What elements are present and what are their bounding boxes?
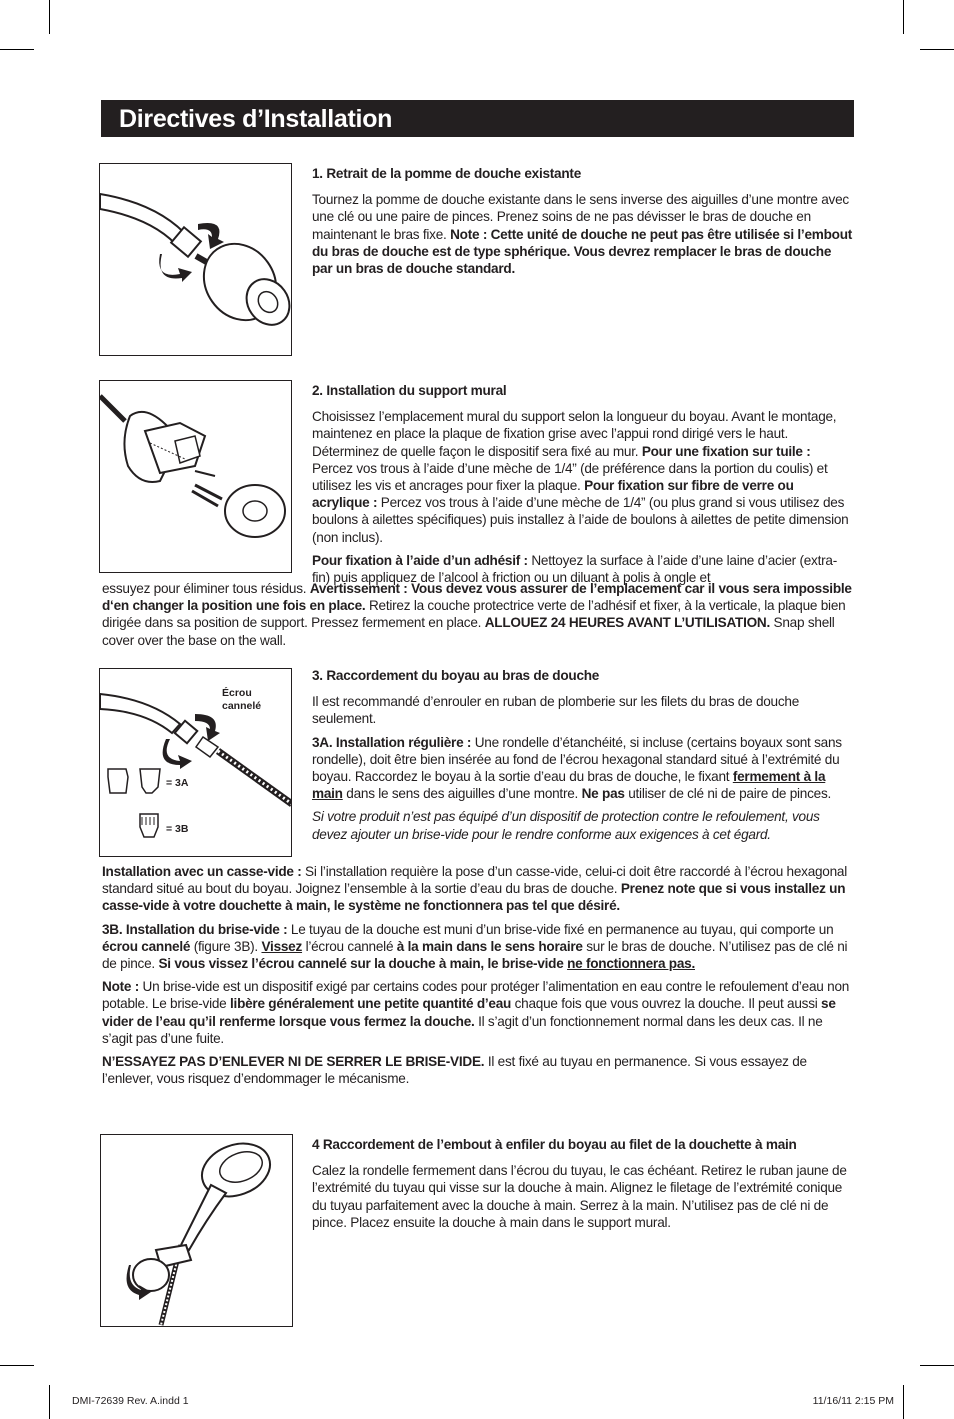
regular-install-bold: 3A. Installation régulière : [312, 734, 475, 750]
crop-mark [0, 49, 34, 50]
fiberglass-bold: Pour fixation sur fibre de verre ou acrylique : [312, 478, 794, 511]
allow-24h-bold: ALLOUEZ 24 HEURES AVANT L’UTILISATION. [484, 615, 771, 631]
step1-heading: 1. Retrait de la pomme de douche existante [312, 166, 582, 181]
text: Tournez la pomme de douche existante dans le sens inverse des aiguilles d’une montre avec une clé ou une paire de pinces. Prenez soins de ne pas dévisser le bras de douche en maintenant le bras fixe. [312, 192, 849, 242]
figure-remove-showerhead [99, 163, 292, 356]
label-fluted-nut: Écrou cannelé [222, 687, 262, 712]
crop-mark [920, 1365, 954, 1366]
text: Nettoyez la surface à l’aide d’une laine d’acier (extra-fin) puis appliquez de l’alcool à friction ou un diluant à polis à ongle et [312, 552, 837, 586]
text: essuyez pour éliminer tous résidus. [102, 581, 310, 596]
step4-paragraph: Calez la rondelle fermement dans l’écrou du tuyau, le cas échéant. Retirez le ruban jaune de l’extrémité du tuyau qui visse sur la douche à main. Alignez le filetage de l’extrémité conique du tuyau parfaitement avec la douche à main. Serrez à la main. N’utilisez pas de clé ni de pince. Placez ensuite la douche à main dans le support mural. [312, 1163, 847, 1230]
step2-paragraph-cont [102, 580, 854, 649]
hand-shower-illustration [101, 1135, 293, 1327]
step3a-paragraph [312, 734, 854, 803]
text: Percez vos trous à l’aide d’une mèche de 1/4” (de préférence dans la portion du coulis) et utilisez les vis et ancrages pour fixer la plaque. [312, 460, 828, 494]
text: Il est fixé au tuyau en permanence. Si vous essayez de l’enlever, vous risquez d’endommager le mécanisme. [102, 1054, 807, 1087]
figure-hose-connection [99, 668, 292, 857]
label-3b: = 3B [166, 823, 189, 835]
text: dans le sens des aiguilles d’une montre. [342, 786, 582, 802]
crop-mark [903, 0, 904, 34]
step1-text [312, 165, 854, 283]
crop-mark [903, 1385, 904, 1419]
text: Choisissez l’emplacement mural du support selon la longueur du boyau. Avant le montage, maintenez en place la plaque de fixation grise avec l’appui rond dirigé vers le haut. Déterminez de quelle façon le dispositif sera fixé au mur. [312, 409, 837, 459]
figure-wall-bracket [99, 380, 292, 573]
step2-text [312, 382, 854, 592]
text: (figure 3B). [190, 938, 262, 954]
crop-mark [0, 1365, 34, 1366]
bold: à la main dans le sens horaire [396, 938, 583, 954]
warning-bold: Avertissement : Vous devez vous assurer de l’emplacement car il vous sera impossible d‘en changer la position une fois en place. [102, 581, 852, 614]
tile-bold: Pour une fixation sur tuile : [641, 443, 811, 459]
section-header-bar [101, 100, 854, 137]
figure-hand-shower [100, 1134, 293, 1327]
step3-heading: 3. Raccordement du boyau au bras de douche [312, 668, 600, 683]
bold: Installation avec un casse-vide : [102, 864, 306, 879]
vacuum-breaker-section [102, 863, 854, 1093]
text: sur le bras de douche. N’utilisez pas de clé ni de pince. [102, 938, 848, 972]
page-title: Directives d’Installation [119, 105, 393, 133]
bold-underline: Vissez [261, 938, 303, 954]
step3-intro: Il est recommandé d’enrouler en ruban de plomberie sur les filets du bras de douche seulement. [312, 694, 800, 727]
vacuum-3b-paragraph [102, 921, 854, 973]
do-not-bold: Ne pas [581, 786, 625, 802]
adhesive-bold: Pour fixation à l’aide d’un adhésif : [312, 552, 532, 568]
step2-continued [102, 580, 854, 655]
bold: Note : [102, 979, 143, 995]
text: utiliser de clé ni de paire de pinces. [624, 786, 832, 802]
bold-underline: ne fonctionnera pas. [567, 956, 695, 972]
crop-mark [920, 49, 954, 50]
label-3a: = 3A [166, 777, 189, 789]
note-bold: Note : Cette unité de douche ne peut pas être utilisée si l’embout du bras de douche est de type sphérique. Vous devrez remplacer le bras de douche par un bras de douche standard. [312, 226, 853, 277]
crop-mark [49, 1385, 50, 1419]
crop-mark [49, 0, 50, 34]
bold: se vider de l’eau qu’il renferme lorsque vous fermez la douche. [102, 996, 836, 1029]
text: chaque fois que vous ouvrez la douche. Il peut aussi [511, 996, 822, 1012]
footer-timestamp: 11/16/11 2:15 PM [812, 1395, 894, 1407]
showerhead-removal-illustration [100, 164, 292, 356]
step1-paragraph [312, 191, 854, 277]
text: Le tuyau de la douche est muni d’un brise-vide fixé en permanence au tuyau, qui comporte un [290, 921, 834, 937]
bold: libère généralement une petite quantité d’eau [230, 996, 512, 1012]
vacuum-warning-paragraph [102, 1053, 854, 1087]
bold: N’ESSAYEZ PAS D’ENLEVER NI DE SERRER LE BRISE-VIDE. [102, 1054, 485, 1070]
text: Si l’installation requière la pose d’un casse-vide, celui-ci doit être raccordé à l’écrou hexagonal standard situé au bout du boyau. Joignez l’ensemble à la sortie d’eau du bras de douche. [102, 864, 848, 897]
vacuum-install-paragraph [102, 863, 854, 915]
step4-heading: 4 Raccordement de l’embout à enfiler du boyau au filet de la douchette à main [312, 1137, 797, 1152]
step2-heading: 2. Installation du support mural [312, 383, 507, 398]
text: l’écrou cannelé [302, 938, 397, 954]
text: Une rondelle d’étanchéité, si incluse (certains boyaux sont sans rondelle), doit être bien insérée au fond de l’écrou hexagonal standard situé à l’extrémité du boyau. Raccordez le boyau à la sortie d’eau du bras de douche, le fixant [312, 734, 842, 785]
text: Il s’agit d’un fonctionnement normal dans les deux cas. Il ne s’agit pas d’une fuite. [102, 1013, 823, 1046]
footer-file-info: DMI-72639 Rev. A.indd 1 [72, 1395, 189, 1407]
wall-bracket-illustration [100, 381, 292, 573]
step4-text [312, 1136, 854, 1237]
hand-tight-underline: fermement à la main [312, 769, 826, 802]
step3-italic-note [312, 808, 854, 842]
vacuum-note-paragraph [102, 978, 854, 1047]
text: Retirez la couche protectrice verte de l’adhésif et fixer, à la verticale, la plaque bien dirigée dans sa position de support. Pressez fermement en place. [102, 598, 846, 631]
step2-paragraph [312, 408, 854, 546]
bold: 3B. Installation du brise-vide : [102, 921, 291, 937]
bold: Si vous vissez l’écrou cannelé sur la douche à main, le brise-vide [158, 956, 568, 972]
bold: Prenez note que si vous installez un casse-vide à votre douchette à main, le système ne fonctionnera pas tel que désiré. [102, 881, 846, 914]
text: Snap shell cover over the base on the wall. [102, 615, 835, 648]
text: Percez vos trous à l’aide d’une mèche de 1/4” (ou plus grand si vous utilisez des boulons à ailettes spécifiques) puis installez à l’aide de boulons à ailettes de petite dimension (non inclus). [312, 495, 849, 545]
bold: écrou cannelé [102, 938, 191, 954]
backflow-note: Si votre produit n’est pas équipé d’un dispositif de protection contre le refoulement, vous devez ajouter un brise-vide pour le rendre conforme aux exigences à cet égard. [312, 809, 820, 842]
text: Un brise-vide est un dispositif exigé par certains codes pour protéger l’alimentation en eau contre le refoulement d’eau non potable. Le brise-vide [102, 979, 850, 1012]
step3-text [312, 667, 854, 849]
